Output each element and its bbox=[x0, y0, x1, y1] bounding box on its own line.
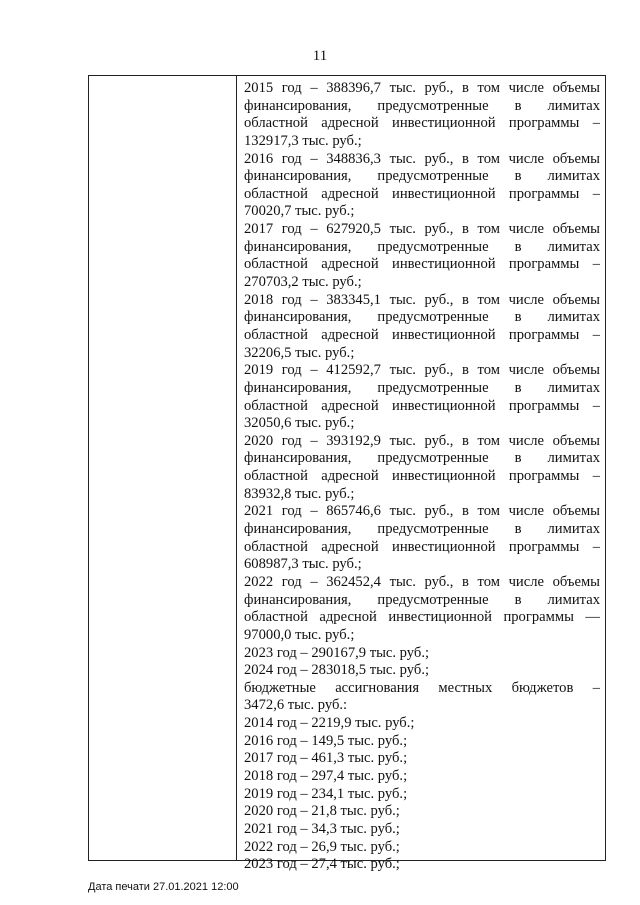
text-line: 2023 год – 290167,9 тыс. руб.; bbox=[244, 644, 430, 661]
text-line: 97000,0 тыс. руб.; bbox=[244, 626, 355, 643]
text-line: финансирования, предусмотренные в лимитах bbox=[244, 450, 600, 467]
text-line: финансирования, предусмотренные в лимитах bbox=[244, 168, 600, 185]
text-line: 2017 год – 461,3 тыс. руб.; bbox=[244, 750, 408, 767]
text-line: областной адресной инвестиционной программы – bbox=[244, 397, 600, 414]
text-line: областной адресной инвестиционной программы – bbox=[244, 185, 600, 202]
text-line: областной адресной инвестиционной программы – bbox=[244, 468, 600, 485]
text-line: финансирования, предусмотренные в лимитах bbox=[244, 309, 600, 326]
text-line: финансирования, предусмотренные в лимитах bbox=[244, 238, 600, 255]
text-line: областной адресной инвестиционной программы – bbox=[244, 538, 600, 555]
text-line: 608987,3 тыс. руб.; bbox=[244, 556, 362, 573]
text-line: 2021 год – 34,3 тыс. руб.; bbox=[244, 820, 400, 837]
text-line: 270703,2 тыс. руб.; bbox=[244, 274, 362, 291]
text-line: 3472,6 тыс. руб.: bbox=[244, 697, 348, 714]
text-line: областной адресной инвестиционной программы – bbox=[244, 326, 600, 343]
text-line: 2020 год – 21,8 тыс. руб.; bbox=[244, 803, 400, 820]
text-line: 2023 год – 27,4 тыс. руб.; bbox=[244, 856, 400, 873]
text-line: финансирования, предусмотренные в лимитах bbox=[244, 97, 600, 114]
text-line: областной адресной инвестиционной программы — bbox=[244, 609, 600, 626]
text-line: 2022 год – 26,9 тыс. руб.; bbox=[244, 838, 400, 855]
text-line: 2021 год – 865746,6 тыс. руб., в том числе объемы bbox=[244, 503, 600, 520]
text-line: 2015 год – 388396,7 тыс. руб., в том числе объемы bbox=[244, 80, 600, 96]
text-line: 2022 год – 362452,4 тыс. руб., в том числе объемы bbox=[244, 573, 600, 590]
table-left-cell bbox=[89, 76, 237, 860]
text-line: 70020,7 тыс. руб.; bbox=[244, 203, 355, 220]
text-line: финансирования, предусмотренные в лимитах bbox=[244, 591, 600, 608]
text-line: 83932,8 тыс. руб.; bbox=[244, 485, 355, 502]
text-line: 132917,3 тыс. руб.; bbox=[244, 132, 362, 149]
table-right-cell bbox=[237, 76, 605, 873]
text-line: 2020 год – 393192,9 тыс. руб., в том числе объемы bbox=[244, 432, 600, 449]
text-line: бюджетные ассигнования местных бюджетов – bbox=[244, 679, 600, 696]
text-line: 32206,5 тыс. руб.; bbox=[244, 344, 355, 361]
text-line: финансирования, предусмотренные в лимитах bbox=[244, 379, 600, 396]
text-line: 2024 год – 283018,5 тыс. руб.; bbox=[244, 662, 430, 679]
text-line: 2014 год – 2219,9 тыс. руб.; bbox=[244, 715, 415, 732]
text-line: 2019 год – 234,1 тыс. руб.; bbox=[244, 785, 408, 802]
text-line: 2016 год – 348836,3 тыс. руб., в том числе объемы bbox=[244, 150, 600, 167]
text-line: 32050,6 тыс. руб.; bbox=[244, 415, 355, 432]
text-line: 2018 год – 383345,1 тыс. руб., в том числе объемы bbox=[244, 291, 600, 308]
text-line: областной адресной инвестиционной программы – bbox=[244, 256, 600, 273]
text-line: финансирования, предусмотренные в лимитах bbox=[244, 521, 600, 538]
text-line: 2016 год – 149,5 тыс. руб.; bbox=[244, 732, 408, 749]
text-line: 2017 год – 627920,5 тыс. руб., в том числе объемы bbox=[244, 221, 600, 238]
page-number: 11 bbox=[312, 48, 328, 64]
text-line: 2019 год – 412592,7 тыс. руб., в том числе объемы bbox=[244, 362, 600, 379]
text-line: областной адресной инвестиционной программы – bbox=[244, 115, 600, 132]
financing-table bbox=[88, 75, 606, 873]
print-date: Дата печати 27.01.2021 12:00 bbox=[88, 881, 239, 893]
text-line: 2018 год – 297,4 тыс. руб.; bbox=[244, 767, 408, 784]
